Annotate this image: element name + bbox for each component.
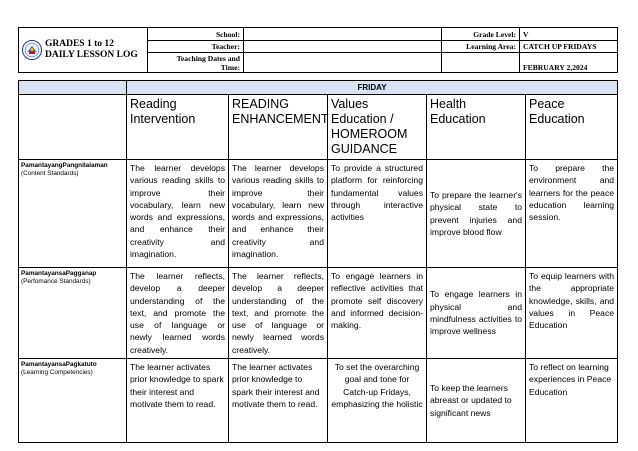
content-standard-values-education: To provide a structured platform for reinforcing fundamental values through interactive activities — [328, 160, 427, 268]
performance-standard-reading-enhancement: The learner reflects, develop a deeper understanding of the text, and promote the use of language or newly learned words creatively. — [229, 268, 328, 359]
subject-header-spacer — [19, 95, 127, 160]
competency-peace-education: To reflect on learning experiences in Peace Education — [526, 359, 618, 443]
subject-reading-intervention: Reading Intervention — [127, 95, 229, 160]
subject-peace-education: Peace Education — [526, 95, 618, 160]
quarter-label — [442, 53, 520, 73]
row-label-title: PamantayangPangnilalaman — [21, 162, 108, 169]
content-standard-reading-intervention: The learner develops various reading skills to improve their vocabulary, learn new words and expressions, and enhance their creativity and imagination. — [127, 160, 229, 268]
competency-reading-intervention: The learner activates prior knowledge to spark their interest and motivate them to read. — [127, 359, 229, 443]
competency-values-education: To set the overarching goal and tone for Catch-up Fridays, emphasizing the holistic — [328, 359, 427, 443]
performance-standard-reading-intervention: The learner reflects, develop a deeper understanding of the text, and promote the use of language or newly learned words creatively. — [127, 268, 229, 359]
document-title-line-1: GRADES 1 to 12 — [45, 39, 114, 49]
table-row — [19, 359, 618, 443]
performance-standard-health-education: To engage learners in physical and mindfulness activities to improve wellness — [427, 268, 526, 359]
teaching-dates-label-line-1: Teaching Dates and — [176, 53, 240, 63]
day-header-spacer — [19, 81, 127, 95]
content-standard-health-education: To prepare the learner's physical state to prevent injuries and improve blood flow — [427, 160, 526, 268]
competency-reading-enhancement: The learner activates prior knowledge to spark their interest and motivate them to read. — [229, 359, 328, 443]
row-label-subtitle: (Learning Competencies) — [21, 369, 93, 377]
row-label-subtitle: (Content Standards) — [21, 170, 79, 177]
row-label-content-standards — [19, 160, 127, 268]
subject-values-education: Values Education / HOMEROOM GUIDANCE — [328, 95, 427, 160]
content-standard-reading-enhancement: The learner develops various reading skills to improve their vocabulary, learn new words and expressions, and enhance their creativity and imagination. — [229, 160, 328, 268]
grade-level-label: Grade Level: — [442, 28, 520, 41]
learning-area-label: Learning Area: — [442, 41, 520, 53]
subject-reading-enhancement: READING ENHANCEMENT — [229, 95, 328, 160]
row-label-performance-standards — [19, 268, 127, 359]
teacher-label: Teacher: — [148, 41, 244, 53]
row-label-title: PamantayansaPagkatuto — [21, 361, 97, 369]
learning-area-value[interactable]: CATCH UP FRIDAYS — [520, 41, 618, 53]
teaching-dates-value[interactable] — [244, 53, 442, 73]
teaching-dates-label-line-2: Time: — [220, 62, 240, 72]
logo-title-cell — [19, 28, 148, 73]
grade-level-value[interactable]: V — [520, 28, 618, 41]
lesson-log-table — [18, 80, 618, 443]
day-header: FRIDAY — [127, 81, 618, 95]
row-label-learning-competencies — [19, 359, 127, 443]
document-title-line-2: DAILY LESSON LOG — [45, 50, 138, 60]
deped-seal-icon — [22, 40, 42, 60]
teacher-value[interactable] — [244, 41, 442, 53]
row-label-title: PamantayansaPagganap — [21, 270, 97, 277]
school-label: School: — [148, 28, 244, 41]
table-row — [19, 268, 618, 359]
competency-health-education: To keep the learners abreast or updated to significant news — [427, 359, 526, 443]
teaching-date-value[interactable]: FEBRUARY 2,2024 — [520, 53, 618, 73]
performance-standard-values-education: To engage learners in reflective activities that promote self discovery and informed decision-making. — [328, 268, 427, 359]
table-row — [19, 160, 618, 268]
content-standard-peace-education: To prepare the environment and learners for the peace education learning session. — [526, 160, 618, 268]
header-table — [18, 27, 618, 73]
performance-standard-peace-education: To equip learners with the appropriate knowledge, skills, and values in Peace Education — [526, 268, 618, 359]
subject-health-education: Health Education — [427, 95, 526, 160]
row-label-subtitle: (Perfomance Standards) — [21, 278, 91, 285]
teaching-dates-label — [148, 53, 244, 73]
school-value[interactable] — [244, 28, 442, 41]
